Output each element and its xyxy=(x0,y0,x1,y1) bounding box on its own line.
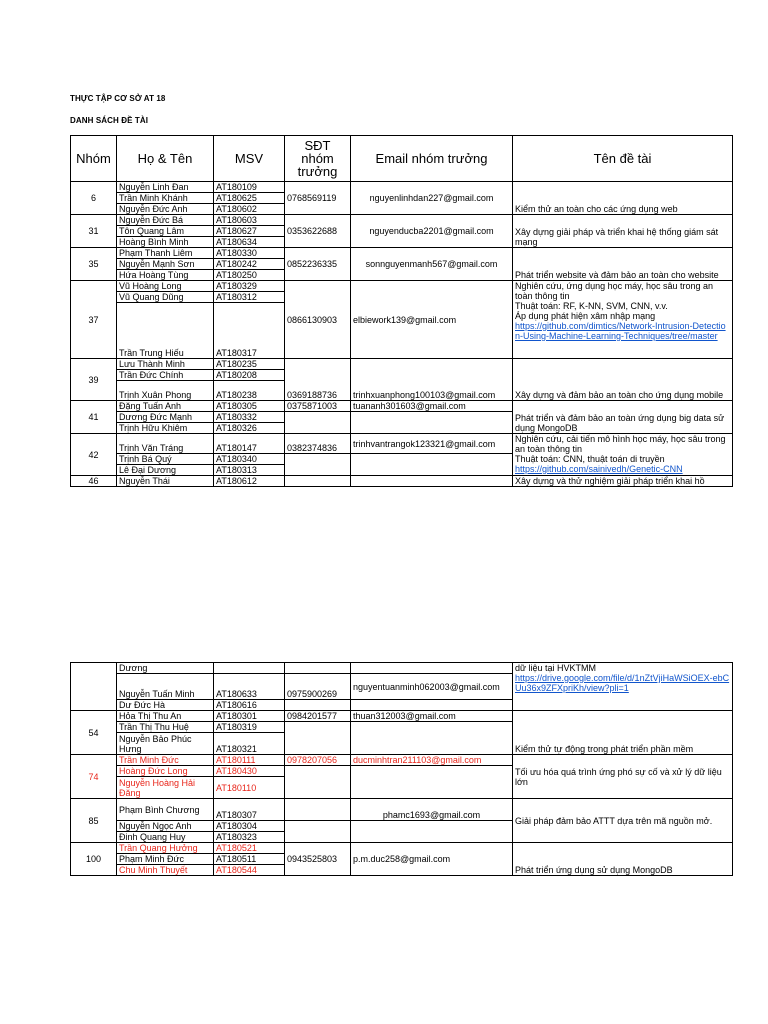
topic-reference-link[interactable]: https://github.com/dimtics/Network-Intrusion-Detection-Using-Machine-Learning-Techniques/tree/master xyxy=(515,321,726,341)
topic-title: Tối ưu hóa quá trình ứng phó sự cố và xử lý dữ liệu lớn xyxy=(513,755,733,799)
topic-table-page-2 xyxy=(70,662,733,876)
column-header-group: Nhóm xyxy=(71,136,117,182)
member-name: Vũ Hoàng Long xyxy=(117,281,214,292)
member-name: Hoàng Đức Long xyxy=(117,766,214,777)
topic-reference-link[interactable]: https://drive.google.com/file/d/1nZtVjiHaWSiOEX-ebCUu36x9ZFXpriKh/view?pli=1 xyxy=(515,673,730,693)
member-msv: AT180332 xyxy=(214,412,285,423)
member-msv: AT180305 xyxy=(214,401,285,412)
leader-phone: 0353622688 xyxy=(285,215,351,248)
member-msv: AT180238 xyxy=(214,381,285,401)
empty-cell xyxy=(351,722,513,755)
empty-cell xyxy=(285,799,351,821)
column-header-email: Email nhóm trưởng xyxy=(351,136,513,182)
member-msv: AT180612 xyxy=(214,476,285,487)
member-name: Hoàng Bình Minh xyxy=(117,237,214,248)
group-number-continued xyxy=(71,663,117,711)
member-name: Nguyễn Đức Anh xyxy=(117,204,214,215)
member-msv: AT180307 xyxy=(214,799,285,821)
document-subtitle: DANH SÁCH ĐỀ TÀI xyxy=(70,116,149,125)
member-name: Trần Quang Hưởng xyxy=(117,843,214,854)
empty-cell xyxy=(285,700,351,711)
member-msv: AT180634 xyxy=(214,237,285,248)
topic-table-page-1 xyxy=(70,135,733,487)
member-msv: AT180326 xyxy=(214,423,285,434)
member-msv: AT180147 xyxy=(214,434,285,454)
member-msv: AT180242 xyxy=(214,259,285,270)
document-title: THỰC TẬP CƠ SỞ AT 18 xyxy=(70,94,166,103)
member-name: Trần Thị Thu Huệ xyxy=(117,722,214,733)
group-number: 42 xyxy=(71,434,117,476)
leader-email: nguyentuanminh062003@gmail.com xyxy=(351,674,513,700)
member-msv: AT180633 xyxy=(214,674,285,700)
member-name: Trần Minh Đức xyxy=(117,755,214,766)
leader-email: thuan312003@gmail.com xyxy=(351,711,513,722)
group-number: 35 xyxy=(71,248,117,281)
empty-cell xyxy=(351,766,513,799)
leader-email: nguyenducba2201@gmail.com xyxy=(351,215,513,248)
member-name: Đinh Quang Huy xyxy=(117,832,214,843)
empty-cell xyxy=(285,412,351,434)
member-name: Nguyễn Ngọc Anh xyxy=(117,821,214,832)
member-msv: AT180301 xyxy=(214,711,285,722)
leader-email: p.m.duc258@gmail.com xyxy=(351,843,513,876)
leader-email: nguyenlinhdan227@gmail.com xyxy=(351,182,513,215)
leader-phone: 0852236335 xyxy=(285,248,351,281)
member-name: Đặng Tuấn Anh xyxy=(117,401,214,412)
column-header-msv: MSV xyxy=(214,136,285,182)
table-row xyxy=(71,359,733,370)
leader-phone: 0866130903 xyxy=(285,281,351,359)
topic-title: Kiểm thử tự động trong phát triển phần mềm xyxy=(513,711,733,755)
leader-phone: 0369188736 xyxy=(285,359,351,401)
member-name: Trần Minh Khánh xyxy=(117,193,214,204)
empty-cell xyxy=(351,700,513,711)
empty-cell xyxy=(214,663,285,674)
member-msv: AT180625 xyxy=(214,193,285,204)
empty-cell xyxy=(351,454,513,476)
group-number: 54 xyxy=(71,711,117,755)
leader-phone: 0768569119 xyxy=(285,182,351,215)
member-name: Phạm Minh Đức xyxy=(117,854,214,865)
member-name: Nguyễn Hoàng Hải Đăng xyxy=(117,777,214,799)
table-row xyxy=(71,843,733,854)
member-name: Hỏa Thị Thu An xyxy=(117,711,214,722)
empty-cell xyxy=(285,722,351,755)
member-msv: AT180330 xyxy=(214,248,285,259)
member-msv: AT180323 xyxy=(214,832,285,843)
empty-cell xyxy=(285,821,351,843)
member-msv: AT180511 xyxy=(214,854,285,865)
leader-email: phamc1693@gmail.com xyxy=(351,799,513,821)
group-number: 6 xyxy=(71,182,117,215)
member-name: Nguyễn Linh Đan xyxy=(117,182,214,193)
member-msv: AT180603 xyxy=(214,215,285,226)
group-number: 31 xyxy=(71,215,117,248)
table-row xyxy=(71,182,733,193)
table-row xyxy=(71,663,733,674)
column-header-topic: Tên đề tài xyxy=(513,136,733,182)
topic-line: Thuật toán: CNN, thuật toán di truyền xyxy=(515,454,665,464)
column-header-phone: SĐT nhóm trưởng xyxy=(285,136,351,182)
group-number: 46 xyxy=(71,476,117,487)
member-name: Nguyễn Mạnh Sơn xyxy=(117,259,214,270)
topic-title xyxy=(513,434,733,476)
member-msv: AT180109 xyxy=(214,182,285,193)
empty-cell xyxy=(285,766,351,799)
group-number: 37 xyxy=(71,281,117,359)
member-name: Vũ Quang Dũng xyxy=(117,292,214,303)
member-msv: AT180313 xyxy=(214,465,285,476)
header-row xyxy=(71,136,733,182)
leader-email: tuananh301603@gmail.com xyxy=(351,401,513,412)
table-row xyxy=(71,215,733,226)
topic-line: dữ liệu tại HVKTMM xyxy=(515,663,597,673)
member-name: Trịnh Bá Quý xyxy=(117,454,214,465)
table-row xyxy=(71,476,733,487)
topic-line: Áp dụng phát hiện xâm nhập mạng xyxy=(515,311,656,321)
member-msv: AT180208 xyxy=(214,370,285,381)
member-name: Trịnh Xuân Phong xyxy=(117,381,214,401)
member-name: Trần Trung Hiếu xyxy=(117,303,214,359)
topic-title: Xây dựng và đảm bảo an toàn cho ứng dụng mobile xyxy=(513,359,733,401)
table-row xyxy=(71,401,733,412)
member-name: Chu Minh Thuyết xyxy=(117,865,214,876)
table-row xyxy=(71,711,733,722)
member-msv: AT180321 xyxy=(214,733,285,755)
empty-cell xyxy=(285,476,351,487)
member-msv: AT180319 xyxy=(214,722,285,733)
topic-title xyxy=(513,663,733,711)
leader-email: elbiework139@gmail.com xyxy=(351,281,513,359)
member-name: Dương xyxy=(117,663,214,674)
member-name: Phạm Thanh Liêm xyxy=(117,248,214,259)
table-row xyxy=(71,248,733,259)
table-row xyxy=(71,434,733,454)
member-msv: AT180312 xyxy=(214,292,285,303)
column-header-name: Họ & Tên xyxy=(117,136,214,182)
member-name: Trần Đức Chính xyxy=(117,370,214,381)
member-name: Trịnh Văn Tráng xyxy=(117,434,214,454)
leader-phone: 0975900269 xyxy=(285,674,351,700)
topic-title: Giải pháp đảm bảo ATTT dựa trên mã nguồn mở. xyxy=(513,799,733,843)
leader-phone: 0382374836 xyxy=(285,434,351,454)
table-row xyxy=(71,799,733,821)
member-name: Hứa Hoàng Tùng xyxy=(117,270,214,281)
topic-title: Phát triển website và đảm bảo an toàn cho website xyxy=(513,248,733,281)
topic-title: Xây dựng và thử nghiệm giải pháp triển khai hồ xyxy=(513,476,733,487)
member-msv: AT180304 xyxy=(214,821,285,832)
member-msv: AT180235 xyxy=(214,359,285,370)
topic-line: Thuật toán: RF, K-NN, SVM, CNN, v.v. xyxy=(515,301,668,311)
member-name: Phạm Bình Chương xyxy=(117,799,214,821)
topic-title: Phát triển ứng dụng sử dụng MongoDB xyxy=(513,843,733,876)
leader-email: trinhxuanphong100103@gmail.com xyxy=(351,359,513,401)
member-msv: AT180544 xyxy=(214,865,285,876)
member-name: Nguyễn Thái xyxy=(117,476,214,487)
leader-phone: 0978207056 xyxy=(285,755,351,766)
topic-line: Nghiên cứu, cải tiến mô hình học máy, học sâu trong an toàn thông tin xyxy=(515,434,726,454)
member-name: Dương Đức Mạnh xyxy=(117,412,214,423)
topic-title xyxy=(513,281,733,359)
member-name: Trịnh Hữu Khiêm xyxy=(117,423,214,434)
group-number: 74 xyxy=(71,755,117,799)
member-name: Nguyễn Bảo Phúc Hưng xyxy=(117,733,214,755)
empty-cell xyxy=(285,663,351,674)
member-msv: AT180627 xyxy=(214,226,285,237)
member-msv: AT180340 xyxy=(214,454,285,465)
empty-cell xyxy=(351,663,513,674)
member-name: Dư Đức Hà xyxy=(117,700,214,711)
member-msv: AT180111 xyxy=(214,755,285,766)
leader-email: ducminhtran211103@gmail.com xyxy=(351,755,513,766)
leader-email: sonnguyenmanh567@gmail.com xyxy=(351,248,513,281)
group-number: 41 xyxy=(71,401,117,434)
topic-title: Xây dựng giải pháp và triển khai hệ thống giám sát mạng xyxy=(513,215,733,248)
leader-phone: 0943525803 xyxy=(285,843,351,876)
topic-line: Nghiên cứu, ứng dụng học máy, học sâu trong an toàn thông tin xyxy=(515,281,714,301)
empty-cell xyxy=(351,476,513,487)
table-row xyxy=(71,755,733,766)
member-msv: AT180250 xyxy=(214,270,285,281)
member-msv: AT180430 xyxy=(214,766,285,777)
member-name: Tôn Quang Lâm xyxy=(117,226,214,237)
member-name: Lưu Thành Minh xyxy=(117,359,214,370)
topic-title: Kiểm thử an toàn cho các ứng dụng web xyxy=(513,182,733,215)
member-name: Nguyễn Tuấn Minh xyxy=(117,674,214,700)
member-msv: AT180521 xyxy=(214,843,285,854)
empty-cell xyxy=(351,821,513,843)
member-name: Lê Đại Dương xyxy=(117,465,214,476)
leader-email: trinhvantrangok123321@gmail.com xyxy=(351,434,513,454)
member-msv: AT180317 xyxy=(214,303,285,359)
member-msv: AT180329 xyxy=(214,281,285,292)
topic-title: Phát triển và đảm bảo an toàn ứng dụng big data sử dụng MongoDB xyxy=(513,401,733,434)
table-row xyxy=(71,281,733,292)
group-number: 39 xyxy=(71,359,117,401)
group-number: 100 xyxy=(71,843,117,876)
leader-phone: 0984201577 xyxy=(285,711,351,722)
member-msv: AT180616 xyxy=(214,700,285,711)
empty-cell xyxy=(285,454,351,476)
member-msv: AT180110 xyxy=(214,777,285,799)
empty-cell xyxy=(351,412,513,434)
member-name: Nguyễn Đức Bá xyxy=(117,215,214,226)
member-msv: AT180602 xyxy=(214,204,285,215)
group-number: 85 xyxy=(71,799,117,843)
leader-phone: 0375871003 xyxy=(285,401,351,412)
topic-reference-link[interactable]: https://github.com/sainivedh/Genetic-CNN xyxy=(515,464,683,474)
